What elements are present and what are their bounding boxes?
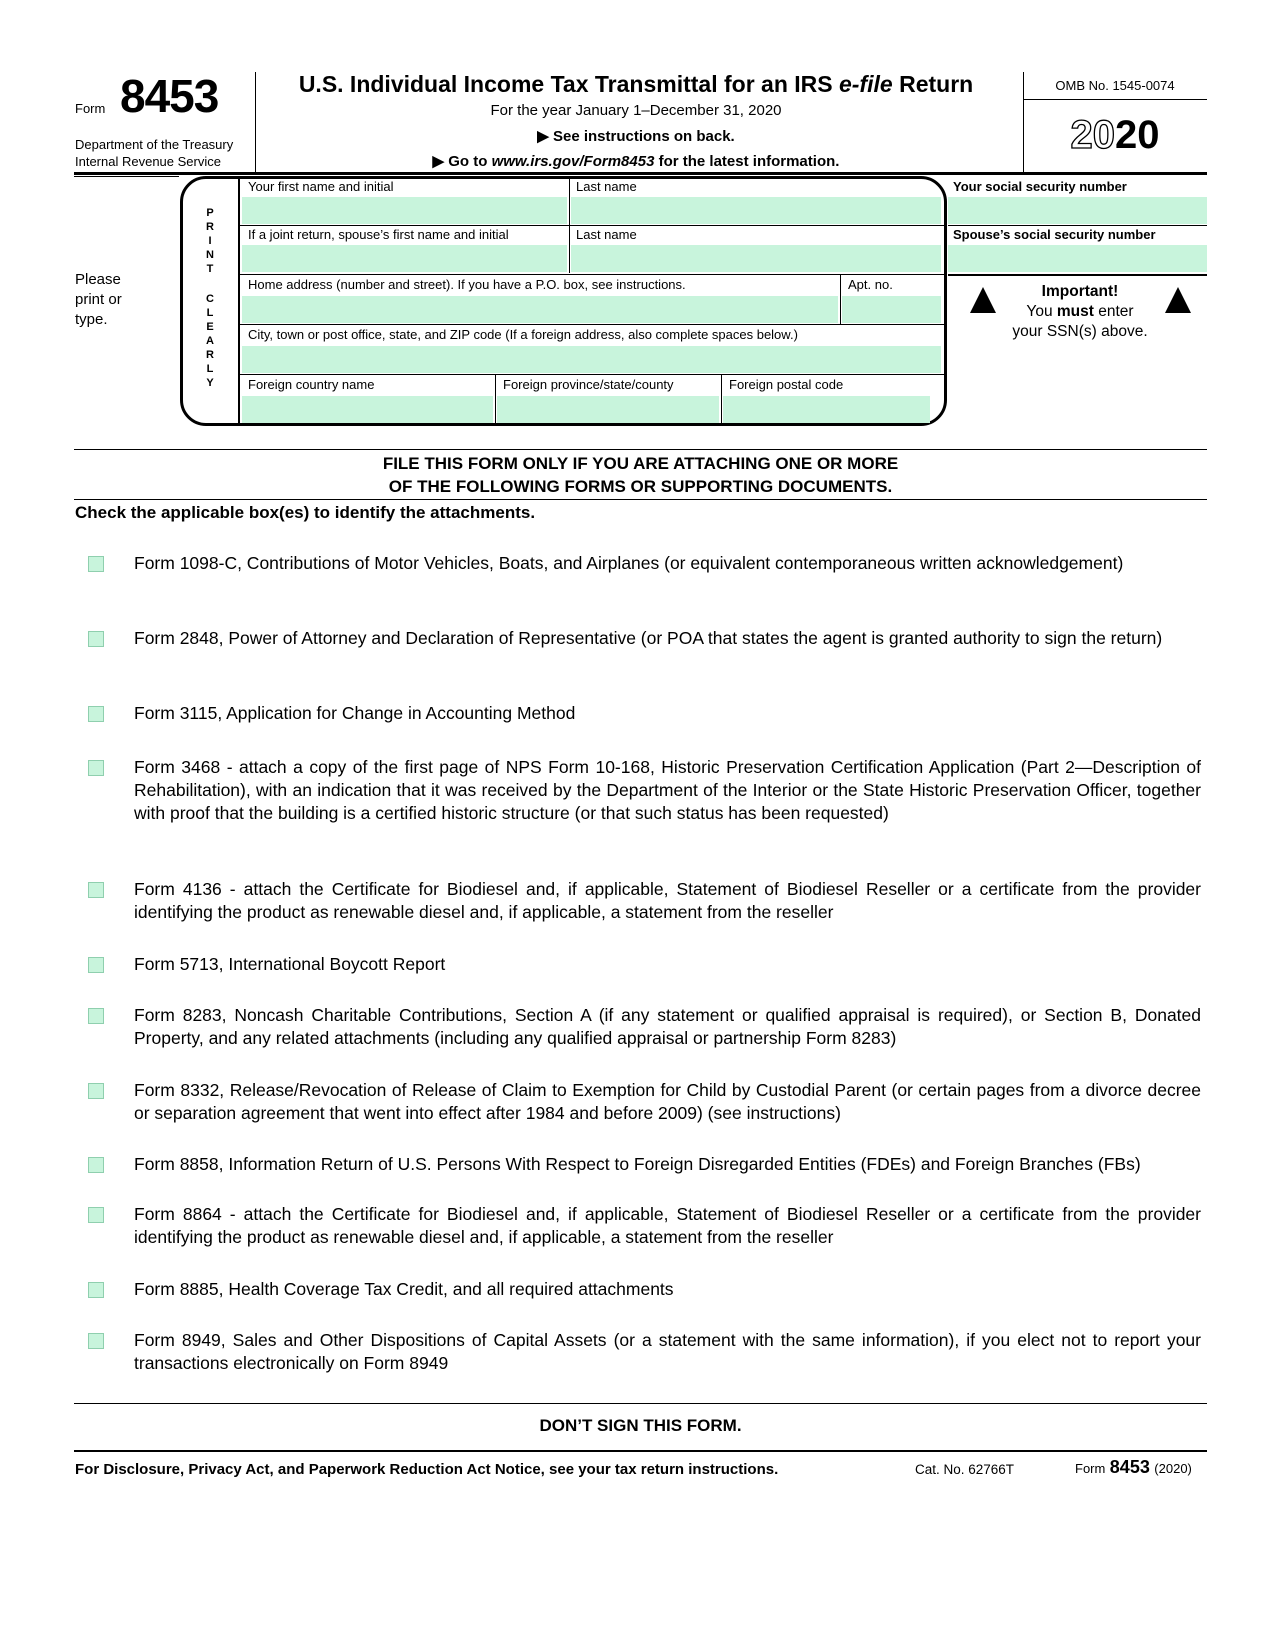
foreign-postal-code-label: Foreign postal code: [729, 377, 844, 392]
dept-line-2: Internal Revenue Service: [75, 154, 221, 169]
checkbox-form-8864[interactable]: [88, 1207, 104, 1223]
important-note: Important! You must enter your SSN(s) above.: [1012, 283, 1148, 340]
goto-line: ▶ Go to www.irs.gov/Form8453 for the latest information.: [432, 153, 840, 170]
city-state-zip-label: City, town or post office, state, and ZIP code (If a foreign address, also complete spaces below.): [248, 327, 798, 342]
attachment-form-8885: Form 8885, Health Coverage Tax Credit, and all required attachments: [134, 1279, 674, 1299]
spouse-ssn-label: Spouse’s social security number: [953, 227, 1156, 242]
first-name-input[interactable]: [242, 197, 567, 224]
please-line-3: type.: [75, 311, 108, 328]
spouse-last-name-label: Last name: [576, 227, 637, 242]
last-name-label: Last name: [576, 179, 637, 194]
attachment-form-5713: Form 5713, International Boycott Report: [134, 954, 446, 974]
apt-no-label: Apt. no.: [848, 277, 893, 292]
last-name-input[interactable]: [571, 197, 941, 224]
checkbox-form-8332[interactable]: [88, 1083, 104, 1099]
checkbox-form-8885[interactable]: [88, 1282, 104, 1298]
disclosure-notice: For Disclosure, Privacy Act, and Paperwork Reduction Act Notice, see your tax return instructions.: [75, 1461, 779, 1478]
attachment-form-1098c: Form 1098-C, Contributions of Motor Vehicles, Boats, and Airplanes (or equivalent contemporaneous written acknowledgement): [134, 553, 1124, 573]
footer-form-id: Form 8453 (2020): [1075, 1457, 1192, 1477]
checkbox-form-8858[interactable]: [88, 1157, 104, 1173]
attachment-form-8864: Form 8864 - attach the Certificate for Biodiesel and, if applicable, Statement of Biodiesel Reseller or a certificate from the provider identifying the product as renewable diesel and, if applicable, a statement from the reseller: [134, 1204, 1201, 1247]
foreign-country-label: Foreign country name: [248, 377, 375, 392]
catalog-number: Cat. No. 62766T: [915, 1462, 1015, 1477]
apt-no-input[interactable]: [842, 296, 941, 323]
please-line-1: Please: [75, 271, 121, 288]
spouse-first-name-input[interactable]: [242, 245, 567, 272]
attachment-form-8283: Form 8283, Noncash Charitable Contributions, Section A (if any statement or qualified appraisal is required), or Section B, Donated Property, and any related attachments (including any qualified appraisal or partnership Form 8283): [134, 1005, 1201, 1048]
attachment-form-3468: Form 3468 - attach a copy of the first page of NPS Form 10-168, Historic Preservation Certification Application (Part 2—Description of Rehabilitation), with an indication that it was received by the Department of the Interior or the State Historic Preservation Officer, together with proof that the building is a certified historic structure (or that such status has been requested): [134, 757, 1201, 823]
first-name-label: Your first name and initial: [248, 179, 394, 194]
checkbox-form-4136[interactable]: [88, 882, 104, 898]
form-number: 8453: [120, 70, 219, 122]
checkbox-form-5713[interactable]: [88, 957, 104, 973]
check-instruction: Check the applicable box(es) to identify the attachments.: [75, 503, 536, 522]
checkbox-form-3468[interactable]: [88, 760, 104, 776]
attachment-form-2848: Form 2848, Power of Attorney and Declaration of Representative (or POA that states the agent is granted authority to sign the return): [134, 628, 1163, 648]
form-title: U.S. Individual Income Tax Transmittal for an IRS e-file Return: [298, 71, 974, 97]
spouse-ssn-input[interactable]: [948, 245, 1207, 272]
checkbox-form-1098c[interactable]: [88, 556, 104, 572]
home-address-input[interactable]: [242, 296, 838, 323]
checkbox-form-8949[interactable]: [88, 1333, 104, 1349]
ssn-label: Your social security number: [953, 179, 1127, 194]
attachment-form-3115: Form 3115, Application for Change in Accounting Method: [134, 703, 576, 723]
form-word: Form: [75, 101, 106, 116]
checkbox-form-3115[interactable]: [88, 706, 104, 722]
spouse-first-name-label: If a joint return, spouse’s first name and initial: [248, 227, 509, 242]
instructions-line: ▶ See instructions on back.: [537, 128, 735, 145]
home-address-label: Home address (number and street). If you have a P.O. box, see instructions.: [248, 277, 686, 292]
tax-year-line: For the year January 1–December 31, 2020: [490, 102, 782, 119]
city-state-zip-input[interactable]: [242, 346, 941, 373]
dont-sign-notice: DON’T SIGN THIS FORM.: [539, 1416, 742, 1435]
attachment-form-8332: Form 8332, Release/Revocation of Release of Claim to Exemption for Child by Custodial Parent (or certain pages from a divorce decree or separation agreement that went into effect after 1984 and before 2009) (see instructions): [134, 1080, 1201, 1123]
foreign-province-input[interactable]: [497, 396, 719, 423]
attachment-form-4136: Form 4136 - attach the Certificate for Biodiesel and, if applicable, Statement of Biodiesel Reseller or a certificate from the provider identifying the product as renewable diesel and, if applicable, a statement from the reseller: [134, 879, 1201, 922]
ssn-input[interactable]: [948, 197, 1207, 224]
omb-number: OMB No. 1545-0074: [1055, 78, 1175, 93]
spouse-last-name-input[interactable]: [571, 245, 941, 272]
tax-year: 2020: [1070, 113, 1160, 157]
checkbox-form-8283[interactable]: [88, 1008, 104, 1024]
foreign-postal-code-input[interactable]: [723, 396, 930, 423]
file-only-banner: FILE THIS FORM ONLY IF YOU ARE ATTACHING ONE OR MORE OF THE FOLLOWING FORMS OR SUPPORTING DOCUMENTS.: [382, 454, 899, 496]
please-line-2: print or: [75, 291, 122, 308]
foreign-province-label: Foreign province/state/county: [503, 377, 674, 392]
dept-line-1: Department of the Treasury: [75, 137, 234, 152]
attachment-form-8858: Form 8858, Information Return of U.S. Persons With Respect to Foreign Disregarded Entities (FDEs) and Foreign Branches (FBs): [134, 1154, 1141, 1174]
warning-triangle-left-icon: [970, 287, 996, 313]
foreign-country-input[interactable]: [242, 396, 493, 423]
checkbox-form-2848[interactable]: [88, 631, 104, 647]
attachment-form-8949: Form 8949, Sales and Other Dispositions of Capital Assets (or a statement with the same information), if you elect not to report your transactions electronically on Form 8949: [134, 1330, 1201, 1373]
irs-url[interactable]: www.irs.gov/Form8453: [491, 153, 655, 170]
warning-triangle-right-icon: [1165, 287, 1191, 313]
